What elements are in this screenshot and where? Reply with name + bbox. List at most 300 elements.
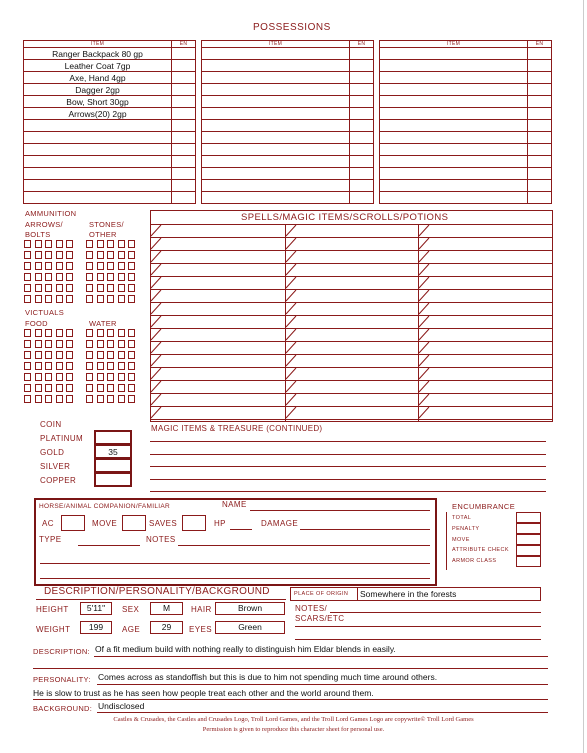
tally-checkbox[interactable] [56, 373, 63, 381]
tally-checkbox[interactable] [107, 395, 114, 403]
possession-item[interactable] [380, 120, 528, 132]
tally-checkbox[interactable] [97, 351, 104, 359]
tally-checkbox[interactable] [66, 351, 73, 359]
tally-checkbox[interactable] [97, 262, 104, 270]
possession-item[interactable] [24, 180, 172, 192]
possession-en[interactable] [172, 84, 196, 96]
companion-hp-label: HP [214, 519, 226, 528]
tally-checkbox[interactable] [118, 329, 125, 337]
tally-checkbox[interactable] [107, 373, 114, 381]
tally-checkbox[interactable] [86, 273, 93, 281]
spell-slash-mark [418, 341, 430, 354]
table-row[interactable] [380, 168, 552, 180]
tally-checkbox[interactable] [118, 373, 125, 381]
possession-en[interactable] [172, 132, 196, 144]
possession-item[interactable] [380, 144, 528, 156]
tally-checkbox[interactable] [56, 395, 63, 403]
tally-checkbox[interactable] [56, 295, 63, 303]
possession-item[interactable] [202, 144, 350, 156]
possession-item[interactable]: Dagger 2gp [24, 84, 172, 96]
coin-copper-label: COPPER [40, 476, 77, 485]
possession-item[interactable] [202, 84, 350, 96]
weight-field[interactable]: 199 [80, 621, 112, 634]
possession-en[interactable] [172, 108, 196, 120]
possession-item[interactable] [380, 96, 528, 108]
spell-slash-mark [150, 302, 162, 315]
possession-item[interactable]: Arrows(20) 2gp [24, 108, 172, 120]
companion-saves-field[interactable] [182, 515, 206, 531]
table-row[interactable] [24, 192, 196, 204]
tally-checkbox[interactable] [86, 340, 93, 348]
tally-checkbox[interactable] [35, 373, 42, 381]
spell-slash-mark [418, 237, 430, 250]
tally-checkbox[interactable] [35, 329, 42, 337]
tally-checkbox[interactable] [86, 395, 93, 403]
possession-en[interactable] [172, 156, 196, 168]
personality-line-2 [33, 699, 548, 700]
tally-checkbox[interactable] [66, 262, 73, 270]
possession-en[interactable] [350, 156, 374, 168]
possession-en[interactable] [528, 60, 552, 72]
table-row[interactable] [24, 132, 196, 144]
table-row[interactable] [24, 144, 196, 156]
tally-checkbox[interactable] [66, 240, 73, 248]
table-row[interactable] [380, 180, 552, 192]
spells-row-line [150, 341, 553, 342]
tally-checkbox[interactable] [45, 362, 52, 370]
tally-checkbox[interactable] [97, 240, 104, 248]
height-field[interactable]: 5'11" [80, 602, 112, 615]
tally-checkbox[interactable] [107, 384, 114, 392]
tally-checkbox[interactable] [45, 295, 52, 303]
ammunition-title: AMMUNITION [25, 209, 77, 218]
tally-checkbox[interactable] [128, 273, 135, 281]
magic-items-line[interactable] [150, 491, 546, 492]
tally-checkbox[interactable] [118, 351, 125, 359]
tally-checkbox[interactable] [128, 384, 135, 392]
tally-checkbox[interactable] [107, 251, 114, 259]
sex-field[interactable]: M [150, 602, 183, 615]
encumbrance-ac-field[interactable] [516, 556, 541, 567]
possession-en[interactable] [350, 144, 374, 156]
table-row[interactable] [24, 60, 196, 72]
tally-checkbox[interactable] [66, 284, 73, 292]
tally-checkbox[interactable] [45, 251, 52, 259]
possession-en[interactable] [528, 168, 552, 180]
possession-en[interactable] [172, 96, 196, 108]
tally-checkbox[interactable] [35, 262, 42, 270]
tally-checkbox[interactable] [128, 373, 135, 381]
ammo-col1b-label: BOLTS [25, 230, 51, 239]
table-row[interactable] [380, 72, 552, 84]
tally-checkbox[interactable] [56, 329, 63, 337]
table-row[interactable] [380, 120, 552, 132]
tally-checkbox[interactable] [66, 273, 73, 281]
platinum-field[interactable] [94, 430, 132, 445]
tally-checkbox[interactable] [107, 362, 114, 370]
possession-item[interactable]: Axe, Hand 4gp [24, 72, 172, 84]
tally-checkbox[interactable] [56, 351, 63, 359]
tally-checkbox[interactable] [35, 295, 42, 303]
table-row[interactable] [380, 96, 552, 108]
tally-checkbox[interactable] [128, 395, 135, 403]
personality-text-2[interactable]: He is slow to trust as he has seen how people treat each other and the world around them. [33, 688, 374, 698]
tally-checkbox[interactable] [97, 362, 104, 370]
gold-field[interactable]: 35 [94, 444, 132, 459]
tally-checkbox[interactable] [24, 362, 31, 370]
spell-slash-mark [418, 276, 430, 289]
tally-checkbox[interactable] [66, 384, 73, 392]
tally-checkbox[interactable] [86, 262, 93, 270]
possession-item[interactable] [380, 168, 528, 180]
table-row[interactable] [380, 144, 552, 156]
encumbrance-ac-label: ARMOR CLASS [452, 558, 497, 564]
possession-item[interactable]: Ranger Backpack 80 gp [24, 48, 172, 60]
tally-checkbox[interactable] [66, 373, 73, 381]
tally-checkbox[interactable] [35, 351, 42, 359]
tally-checkbox[interactable] [24, 384, 31, 392]
tally-checkbox[interactable] [118, 251, 125, 259]
possession-en[interactable] [528, 132, 552, 144]
table-row[interactable] [380, 108, 552, 120]
tally-checkbox[interactable] [128, 351, 135, 359]
tally-checkbox[interactable] [66, 395, 73, 403]
table-row[interactable] [202, 72, 374, 84]
magic-items-line[interactable] [150, 479, 546, 480]
possession-item[interactable] [24, 132, 172, 144]
tally-checkbox[interactable] [35, 362, 42, 370]
place-of-origin-value[interactable]: Somewhere in the forests [360, 589, 457, 599]
possession-item[interactable] [202, 96, 350, 108]
possession-en[interactable] [350, 84, 374, 96]
tally-checkbox[interactable] [118, 340, 125, 348]
tally-checkbox[interactable] [56, 251, 63, 259]
spells-row-line [150, 328, 553, 329]
table-row[interactable] [380, 84, 552, 96]
personality-line-1 [97, 684, 548, 685]
tally-checkbox[interactable] [118, 240, 125, 248]
tally-checkbox[interactable] [118, 384, 125, 392]
tally-checkbox[interactable] [24, 395, 31, 403]
tally-checkbox[interactable] [97, 273, 104, 281]
tally-checkbox[interactable] [118, 273, 125, 281]
tally-checkbox[interactable] [45, 273, 52, 281]
table-row[interactable] [380, 132, 552, 144]
tally-checkbox[interactable] [45, 340, 52, 348]
encumbrance-penalty-field[interactable] [516, 523, 541, 534]
possession-en[interactable] [350, 48, 374, 60]
tally-checkbox[interactable] [107, 262, 114, 270]
height-label: HEIGHT [36, 605, 69, 614]
possession-item[interactable] [380, 84, 528, 96]
table-row[interactable] [24, 180, 196, 192]
possession-item[interactable] [24, 156, 172, 168]
encumbrance-attribute-field[interactable] [516, 545, 541, 556]
companion-saves-label: SAVES [149, 519, 178, 528]
possession-item[interactable] [380, 108, 528, 120]
tally-checkbox[interactable] [128, 240, 135, 248]
possession-item[interactable] [380, 48, 528, 60]
tally-checkbox[interactable] [24, 284, 31, 292]
tally-checkbox[interactable] [45, 395, 52, 403]
tally-checkbox[interactable] [86, 251, 93, 259]
tally-checkbox[interactable] [128, 362, 135, 370]
tally-checkbox[interactable] [24, 329, 31, 337]
possession-en[interactable] [350, 180, 374, 192]
tally-checkbox[interactable] [24, 262, 31, 270]
possession-en[interactable] [528, 180, 552, 192]
tally-checkbox[interactable] [86, 362, 93, 370]
tally-checkbox[interactable] [45, 262, 52, 270]
tally-checkbox[interactable] [86, 373, 93, 381]
tally-checkbox[interactable] [24, 240, 31, 248]
tally-checkbox[interactable] [86, 329, 93, 337]
tally-checkbox[interactable] [66, 329, 73, 337]
possession-en[interactable] [350, 120, 374, 132]
tally-checkbox[interactable] [56, 340, 63, 348]
encumbrance-total-field[interactable] [516, 512, 541, 523]
tally-checkbox[interactable] [107, 295, 114, 303]
tally-checkbox[interactable] [128, 251, 135, 259]
possession-en[interactable] [528, 96, 552, 108]
tally-checkbox[interactable] [107, 240, 114, 248]
tally-checkbox[interactable] [118, 395, 125, 403]
tally-checkbox[interactable] [128, 262, 135, 270]
table-row[interactable] [202, 96, 374, 108]
possession-en[interactable] [350, 60, 374, 72]
possession-item[interactable] [202, 180, 350, 192]
possession-item[interactable] [202, 120, 350, 132]
companion-ac-field[interactable] [61, 515, 85, 531]
table-row[interactable] [380, 156, 552, 168]
tally-checkbox[interactable] [24, 340, 31, 348]
possession-item[interactable] [202, 72, 350, 84]
possession-en[interactable] [172, 144, 196, 156]
possession-item[interactable] [380, 156, 528, 168]
possession-item[interactable] [202, 132, 350, 144]
possession-en[interactable] [528, 144, 552, 156]
possession-en[interactable] [528, 192, 552, 204]
table-row[interactable] [24, 48, 196, 60]
tally-checkbox[interactable] [97, 329, 104, 337]
possession-en[interactable] [172, 60, 196, 72]
possession-item[interactable] [380, 180, 528, 192]
possession-item[interactable] [380, 192, 528, 204]
possession-item[interactable] [202, 108, 350, 120]
possession-item[interactable] [380, 72, 528, 84]
table-row[interactable] [202, 84, 374, 96]
tally-checkbox[interactable] [24, 251, 31, 259]
tally-checkbox[interactable] [56, 362, 63, 370]
possession-en[interactable] [528, 72, 552, 84]
tally-checkbox[interactable] [97, 384, 104, 392]
table-row[interactable] [202, 180, 374, 192]
description-text[interactable]: Of a fit medium build with nothing really to distinguish him Eldar blends in easily. [95, 644, 396, 654]
possession-item[interactable]: Leather Coat 7gp [24, 60, 172, 72]
table-row[interactable] [202, 192, 374, 204]
tally-checkbox[interactable] [56, 262, 63, 270]
possession-en[interactable] [350, 96, 374, 108]
table-row[interactable] [24, 96, 196, 108]
silver-field[interactable] [94, 458, 132, 473]
possession-en[interactable] [350, 192, 374, 204]
possession-item[interactable] [202, 60, 350, 72]
tally-checkbox[interactable] [97, 295, 104, 303]
tally-checkbox[interactable] [45, 284, 52, 292]
possession-item[interactable] [202, 48, 350, 60]
tally-checkbox[interactable] [86, 351, 93, 359]
spell-slash-mark [418, 263, 430, 276]
tally-checkbox[interactable] [86, 384, 93, 392]
tally-checkbox[interactable] [118, 284, 125, 292]
companion-move-label: MOVE [92, 519, 118, 528]
table-row[interactable] [380, 48, 552, 60]
table-row[interactable] [202, 156, 374, 168]
tally-checkbox[interactable] [128, 329, 135, 337]
tally-checkbox[interactable] [35, 251, 42, 259]
magic-items-line[interactable] [150, 454, 546, 455]
possession-en[interactable] [172, 120, 196, 132]
possession-en[interactable] [350, 168, 374, 180]
table-row[interactable] [380, 60, 552, 72]
spells-row-line [150, 276, 553, 277]
companion-hp-line [230, 529, 252, 530]
tally-checkbox[interactable] [24, 351, 31, 359]
possession-item[interactable] [380, 60, 528, 72]
tally-checkbox[interactable] [56, 284, 63, 292]
tally-checkbox[interactable] [24, 273, 31, 281]
background-text[interactable]: Undisclosed [98, 701, 145, 711]
tally-checkbox[interactable] [66, 295, 73, 303]
tally-checkbox[interactable] [35, 340, 42, 348]
tally-checkbox[interactable] [86, 295, 93, 303]
spell-slash-mark [285, 302, 297, 315]
tally-checkbox[interactable] [45, 240, 52, 248]
table-row[interactable] [202, 120, 374, 132]
possession-en[interactable] [528, 120, 552, 132]
tally-checkbox[interactable] [66, 362, 73, 370]
tally-checkbox[interactable] [97, 373, 104, 381]
tally-checkbox[interactable] [45, 351, 52, 359]
table-row[interactable] [202, 108, 374, 120]
table-row[interactable] [24, 108, 196, 120]
table-row[interactable] [24, 72, 196, 84]
tally-checkbox[interactable] [56, 384, 63, 392]
magic-items-line[interactable] [150, 441, 546, 442]
table-row[interactable] [24, 120, 196, 132]
tally-checkbox[interactable] [24, 373, 31, 381]
possession-en[interactable] [172, 72, 196, 84]
tally-checkbox[interactable] [107, 273, 114, 281]
possession-item[interactable]: Bow, Short 30gp [24, 96, 172, 108]
possession-en[interactable] [528, 84, 552, 96]
possession-en[interactable] [172, 168, 196, 180]
eyes-field[interactable]: Green [215, 621, 285, 634]
col-item-header: ITEM [24, 41, 172, 48]
col-en-header: EN [172, 41, 196, 48]
possession-item[interactable] [24, 192, 172, 204]
hair-field[interactable]: Brown [215, 602, 285, 615]
table-row[interactable] [24, 168, 196, 180]
tally-checkbox[interactable] [86, 284, 93, 292]
tally-checkbox[interactable] [45, 373, 52, 381]
age-field[interactable]: 29 [150, 621, 183, 634]
tally-checkbox[interactable] [24, 295, 31, 303]
tally-checkbox[interactable] [107, 351, 114, 359]
table-row[interactable] [24, 156, 196, 168]
tally-checkbox[interactable] [128, 295, 135, 303]
tally-checkbox[interactable] [35, 395, 42, 403]
possession-en[interactable] [172, 180, 196, 192]
companion-move-field[interactable] [122, 515, 146, 531]
possession-en[interactable] [528, 48, 552, 60]
tally-checkbox[interactable] [66, 251, 73, 259]
possession-en[interactable] [172, 48, 196, 60]
tally-checkbox[interactable] [35, 240, 42, 248]
possession-item[interactable] [202, 192, 350, 204]
tally-checkbox[interactable] [97, 340, 104, 348]
tally-checkbox[interactable] [66, 340, 73, 348]
possession-en[interactable] [528, 156, 552, 168]
table-row[interactable] [24, 84, 196, 96]
magic-items-line[interactable] [150, 466, 546, 467]
encumbrance-move-field[interactable] [516, 534, 541, 545]
personality-text[interactable]: Comes across as standoffish but this is due to him not spending much time around others. [98, 672, 438, 682]
possession-item[interactable] [24, 168, 172, 180]
magic-items-title: MAGIC ITEMS & TREASURE (CONTINUED) [151, 424, 323, 433]
possession-item[interactable] [202, 168, 350, 180]
possession-item[interactable] [24, 120, 172, 132]
tally-checkbox[interactable] [45, 384, 52, 392]
table-row[interactable] [202, 144, 374, 156]
tally-checkbox[interactable] [107, 284, 114, 292]
tally-checkbox[interactable] [35, 273, 42, 281]
tally-checkbox[interactable] [97, 284, 104, 292]
tally-checkbox[interactable] [97, 395, 104, 403]
possession-en[interactable] [350, 72, 374, 84]
possession-en[interactable] [350, 108, 374, 120]
table-row[interactable] [202, 132, 374, 144]
tally-checkbox[interactable] [128, 340, 135, 348]
tally-checkbox[interactable] [97, 251, 104, 259]
possession-item[interactable] [24, 144, 172, 156]
tally-checkbox[interactable] [118, 362, 125, 370]
copper-field[interactable] [94, 472, 132, 487]
table-row[interactable] [202, 60, 374, 72]
tally-checkbox[interactable] [56, 273, 63, 281]
tally-checkbox[interactable] [35, 284, 42, 292]
encumbrance-title: ENCUMBRANCE [452, 502, 516, 511]
table-row[interactable] [202, 48, 374, 60]
table-row[interactable] [202, 168, 374, 180]
tally-checkbox[interactable] [118, 295, 125, 303]
table-row[interactable] [380, 192, 552, 204]
tally-checkbox[interactable] [128, 284, 135, 292]
tally-checkbox[interactable] [45, 329, 52, 337]
tally-checkbox[interactable] [56, 240, 63, 248]
tally-checkbox[interactable] [107, 329, 114, 337]
possession-en[interactable] [172, 192, 196, 204]
possession-en[interactable] [528, 108, 552, 120]
tally-checkbox[interactable] [35, 384, 42, 392]
tally-checkbox[interactable] [86, 240, 93, 248]
tally-checkbox[interactable] [118, 262, 125, 270]
tally-checkbox[interactable] [107, 340, 114, 348]
possession-item[interactable] [380, 132, 528, 144]
ammo-col2-label: STONES/ [89, 220, 124, 229]
possession-en[interactable] [350, 132, 374, 144]
possession-item[interactable] [202, 156, 350, 168]
